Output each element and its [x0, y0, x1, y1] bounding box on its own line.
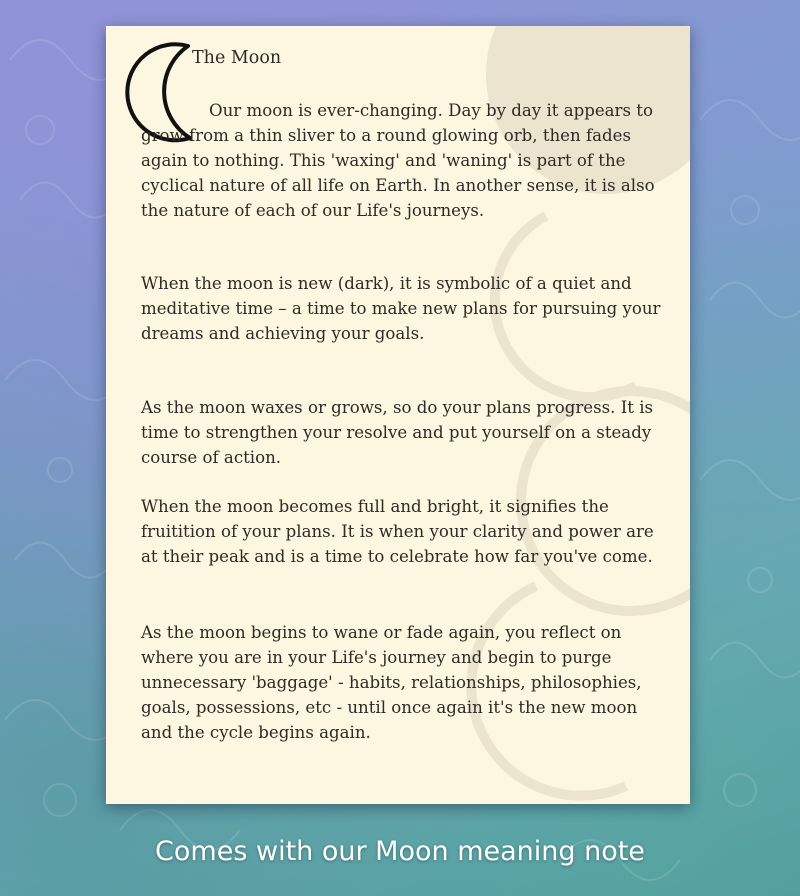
caption: Comes with our Moon meaning note	[155, 836, 645, 867]
moon-meaning-note	[106, 26, 690, 804]
paragraph-waning: As the moon begins to wane or fade again, you reflect on where you are in your Life's journey and begin to purge unnecessary 'baggage' - habits, relationships, philosophies, goals, possessions, etc - until once again it's the new moon and the cycle begins again.	[141, 623, 642, 742]
paragraph-new-moon: When the moon is new (dark), it is symbolic of a quiet and meditative time – a time to make new plans for pursuing your dreams and achieving your goals.	[141, 274, 661, 343]
paragraph-full-moon: When the moon becomes full and bright, it signifies the fruitition of your plans. It is when your clarity and power are at their peak and is a time to celebrate how far you've come.	[141, 497, 654, 566]
paragraph-waxing: As the moon waxes or grows, so do your plans progress. It is time to strengthen your resolve and put yourself on a steady course of action.	[141, 398, 654, 467]
note-title: The Moon	[192, 48, 282, 68]
paragraph-intro: Our moon is ever-changing. Day by day it appears to grow from a thin sliver to a round glowing orb, then fades again to nothing. This 'waxing' and 'waning' is part of the cyclical nature of all life on Earth. In another sense, it is also the nature of each of our Life's journeys.	[141, 101, 655, 220]
